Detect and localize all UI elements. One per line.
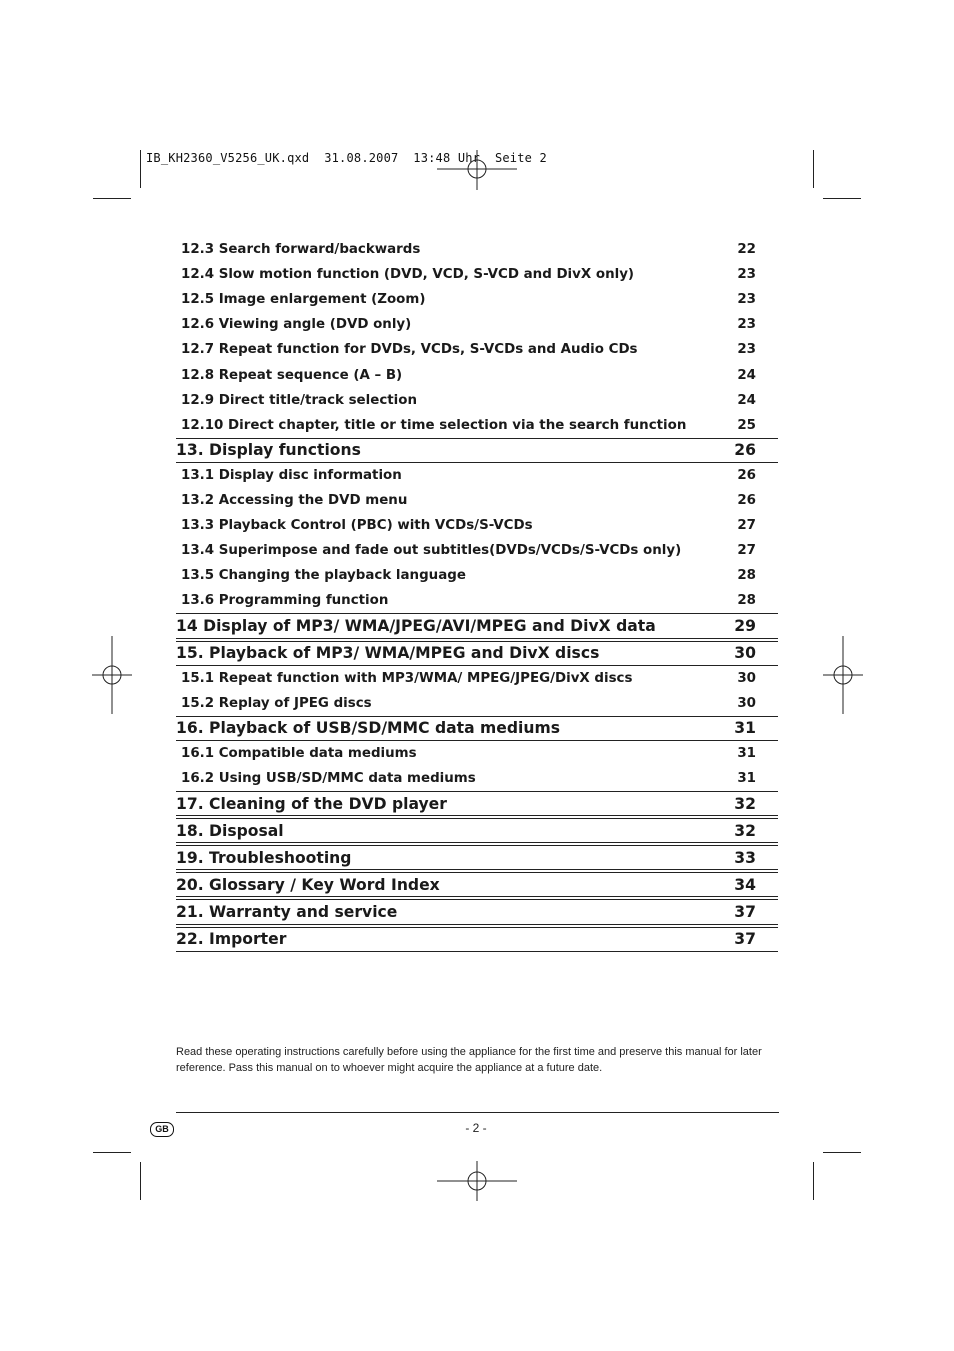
toc-entry-page: 23 xyxy=(737,342,756,358)
toc-section-entry xyxy=(176,362,778,387)
toc-entry-page: 32 xyxy=(734,794,756,813)
toc-entry-title: 18. Disposal xyxy=(176,821,284,840)
toc-section-entry xyxy=(176,766,778,791)
registration-mark-left xyxy=(92,636,132,714)
toc-section-entry xyxy=(176,513,778,538)
toc-entry-title: 12.9 Direct title/track selection xyxy=(181,392,417,408)
toc-chapter-entry xyxy=(176,716,778,741)
toc-entry-page: 34 xyxy=(734,875,756,894)
toc-section-entry xyxy=(176,237,778,262)
toc-entry-page: 37 xyxy=(734,930,756,949)
toc-entry-page: 25 xyxy=(737,417,756,433)
toc-chapter-entry xyxy=(176,899,778,924)
toc-entry-page: 24 xyxy=(737,367,756,383)
toc-entry-title: 15.1 Repeat function with MP3/WMA/ MPEG/JPEG/DivX discs xyxy=(181,670,633,686)
toc-entry-page: 24 xyxy=(737,392,756,408)
toc-entry-page: 33 xyxy=(734,848,756,867)
toc-chapter-entry xyxy=(176,872,778,897)
table-of-contents xyxy=(176,237,778,952)
toc-entry-page: 31 xyxy=(737,771,756,787)
toc-entry-page: 32 xyxy=(734,821,756,840)
toc-section-entry xyxy=(176,388,778,413)
toc-entry-title: 15.2 Replay of JPEG discs xyxy=(181,695,372,711)
crop-mark-top-right-h xyxy=(823,198,861,199)
toc-entry-title: 12.5 Image enlargement (Zoom) xyxy=(181,292,426,308)
toc-entry-page: 27 xyxy=(737,518,756,534)
crop-mark-bottom-right-v xyxy=(813,1162,814,1200)
toc-section-entry xyxy=(176,337,778,362)
usage-note: Read these operating instructions carefully before using the appliance for the first time and preserve this manual for later reference. Pass this manual on to whoever might acquire the appliance at a future date. xyxy=(176,1046,762,1074)
toc-entry-page: 29 xyxy=(734,616,756,635)
toc-entry-title: 16.1 Compatible data mediums xyxy=(181,745,417,761)
toc-entry-title: 21. Warranty and service xyxy=(176,902,398,921)
toc-entry-page: 26 xyxy=(737,467,756,483)
toc-entry-title: 17. Cleaning of the DVD player xyxy=(176,794,447,813)
toc-section-entry xyxy=(176,413,778,438)
toc-entry-title: 16. Playback of USB/SD/MMC data mediums xyxy=(176,719,560,738)
toc-section-entry xyxy=(176,588,778,613)
toc-section-entry xyxy=(176,691,778,716)
toc-entry-page: 30 xyxy=(737,695,756,711)
toc-entry-page: 37 xyxy=(734,902,756,921)
toc-entry-page: 23 xyxy=(737,317,756,333)
registration-mark-right xyxy=(823,636,863,714)
toc-section-entry xyxy=(176,538,778,563)
toc-chapter-entry xyxy=(176,613,778,638)
toc-section-entry xyxy=(176,287,778,312)
toc-entry-title: 12.3 Search forward/backwards xyxy=(181,242,421,258)
toc-entry-title: 15. Playback of MP3/ WMA/MPEG and DivX discs xyxy=(176,644,600,663)
registration-mark-bottom xyxy=(437,1161,517,1201)
toc-section-entry xyxy=(176,563,778,588)
toc-section-entry xyxy=(176,463,778,488)
crop-mark-top-left-v xyxy=(140,150,141,188)
toc-entry-title: 13.2 Accessing the DVD menu xyxy=(181,492,408,508)
footer-rule xyxy=(176,1112,779,1113)
toc-entry-title: 12.10 Direct chapter, title or time selection via the search function xyxy=(181,417,687,433)
toc-section-entry xyxy=(176,741,778,766)
toc-entry-title: 13.6 Programming function xyxy=(181,593,389,609)
toc-entry-title: 13.3 Playback Control (PBC) with VCDs/S-VCDs xyxy=(181,518,533,534)
toc-section-entry xyxy=(176,262,778,287)
toc-entry-page: 26 xyxy=(734,441,756,460)
toc-chapter-entry xyxy=(176,641,778,666)
toc-entry-title: 20. Glossary / Key Word Index xyxy=(176,875,440,894)
toc-entry-title: 19. Troubleshooting xyxy=(176,848,352,867)
toc-chapter-entry xyxy=(176,791,778,816)
toc-chapter-entry xyxy=(176,818,778,843)
crop-mark-bottom-right-h xyxy=(823,1152,861,1153)
toc-chapter-entry xyxy=(176,927,778,952)
toc-entry-title: 12.7 Repeat function for DVDs, VCDs, S-VCDs and Audio CDs xyxy=(181,342,638,358)
toc-entry-page: 28 xyxy=(737,593,756,609)
toc-chapter-entry xyxy=(176,438,778,463)
crop-mark-top-right-v xyxy=(813,150,814,188)
toc-entry-page: 30 xyxy=(734,644,756,663)
toc-chapter-entry xyxy=(176,845,778,870)
toc-entry-page: 23 xyxy=(737,267,756,283)
toc-entry-page: 26 xyxy=(737,492,756,508)
toc-entry-title: 12.4 Slow motion function (DVD, VCD, S-VCD and DivX only) xyxy=(181,267,635,283)
toc-section-entry xyxy=(176,312,778,337)
crop-mark-top-left-h xyxy=(93,198,131,199)
toc-entry-title: 22. Importer xyxy=(176,930,287,949)
toc-entry-page: 31 xyxy=(737,745,756,761)
toc-section-entry xyxy=(176,488,778,513)
crop-mark-bottom-left-h xyxy=(93,1152,131,1153)
toc-entry-title: 14 Display of MP3/ WMA/JPEG/AVI/MPEG and DivX data xyxy=(176,616,656,635)
toc-entry-page: 30 xyxy=(737,670,756,686)
page-number: - 2 - xyxy=(465,1121,487,1135)
print-slug-line: IB_KH2360_V5256_UK.qxd 31.08.2007 13:48 Uhr Seite 2 xyxy=(146,151,547,165)
toc-entry-title: 13.5 Changing the playback language xyxy=(181,568,466,584)
toc-entry-page: 28 xyxy=(737,568,756,584)
toc-section-entry xyxy=(176,666,778,691)
toc-entry-title: 13.1 Display disc information xyxy=(181,467,402,483)
toc-entry-title: 12.6 Viewing angle (DVD only) xyxy=(181,317,412,333)
toc-entry-title: 13.4 Superimpose and fade out subtitles(DVDs/VCDs/S-VCDs only) xyxy=(181,543,682,559)
toc-entry-page: 31 xyxy=(734,719,756,738)
registration-mark-top xyxy=(437,150,517,190)
toc-entry-page: 23 xyxy=(737,292,756,308)
toc-entry-page: 22 xyxy=(737,242,756,258)
toc-entry-title: 12.8 Repeat sequence (A – B) xyxy=(181,367,403,383)
toc-entry-title: 16.2 Using USB/SD/MMC data mediums xyxy=(181,771,476,787)
toc-entry-page: 27 xyxy=(737,543,756,559)
crop-mark-bottom-left-v xyxy=(140,1162,141,1200)
country-badge: GB xyxy=(150,1122,174,1137)
toc-entry-title: 13. Display functions xyxy=(176,441,361,460)
